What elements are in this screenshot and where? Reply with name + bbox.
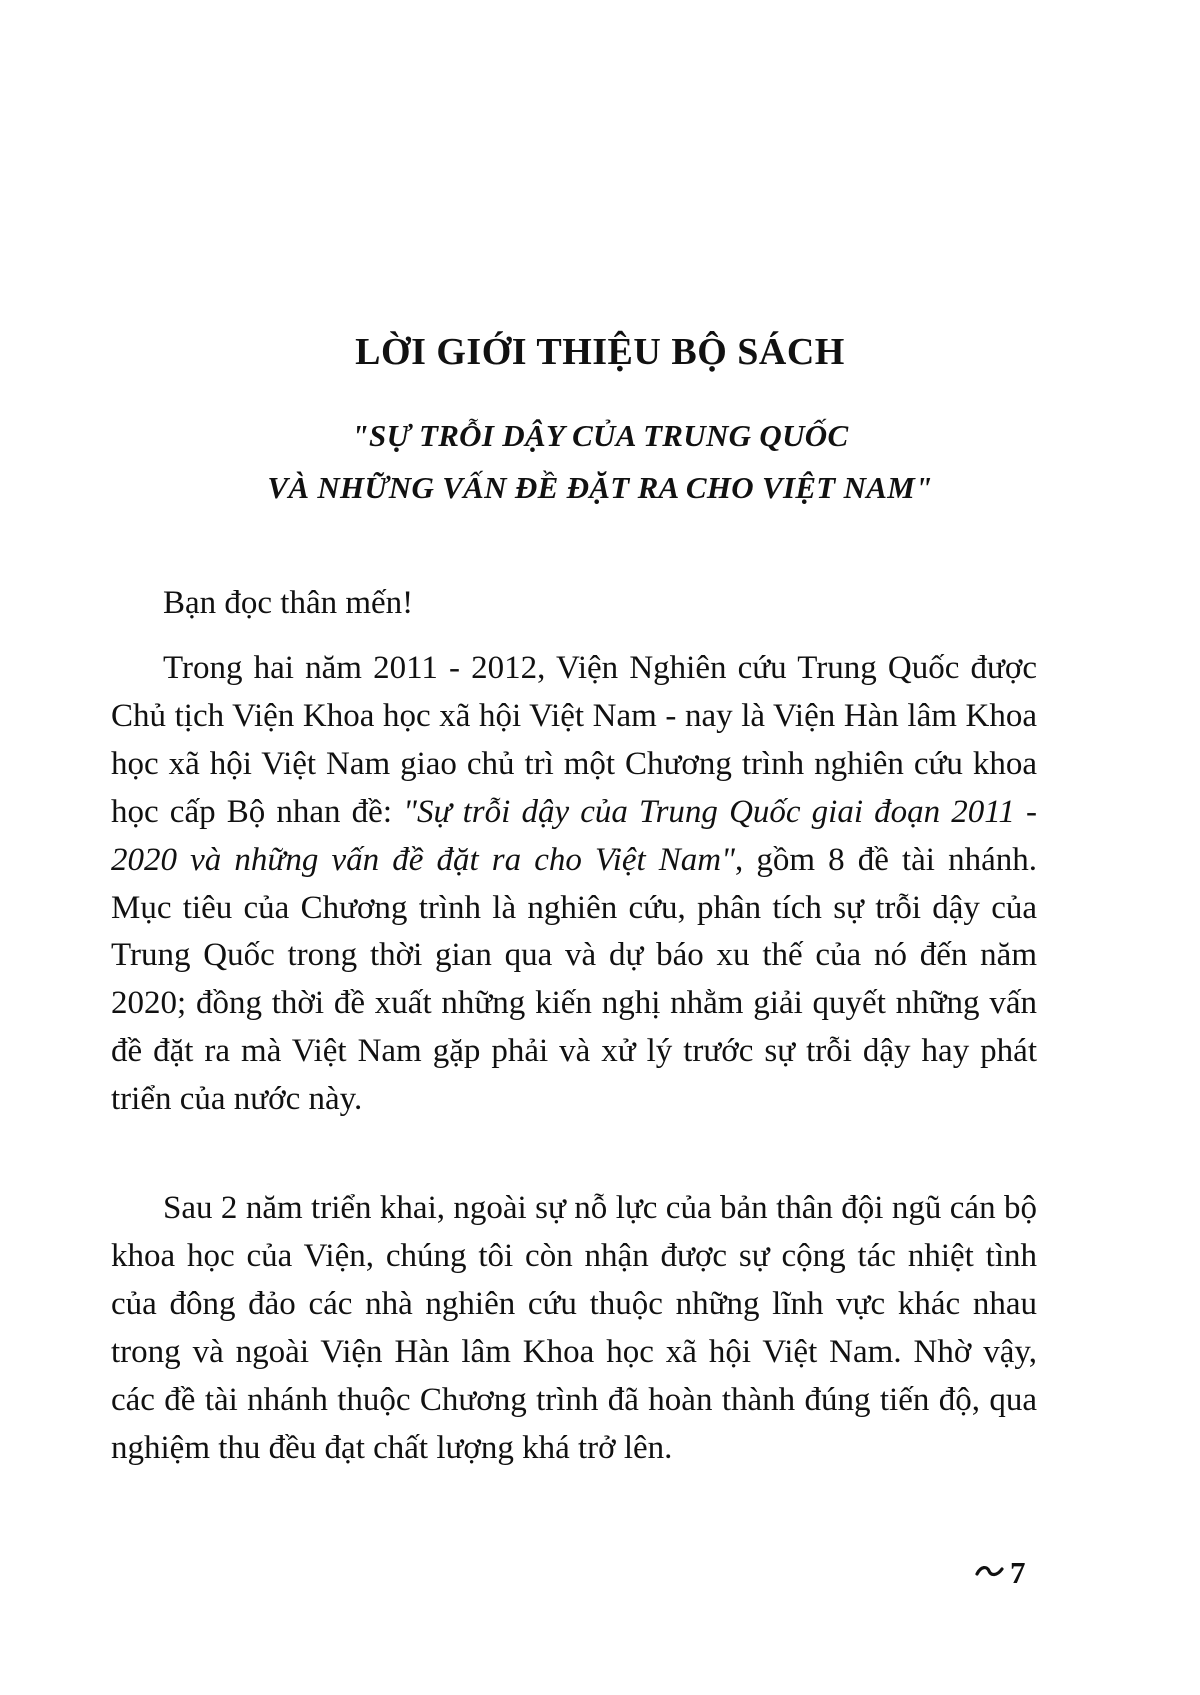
series-subtitle-line-2: VÀ NHỮNG VẤN ĐỀ ĐẶT RA CHO VIỆT NAM": [267, 470, 933, 505]
page-footer: [975, 1555, 1035, 1595]
paragraph-1-intro: Trong hai năm 2011 - 2012, Viện Nghiên cứu Trung Quốc được Chủ tịch Viện Khoa học xã hội Việt Nam - nay là Viện Hàn lâm Khoa học xã hội Việt Nam giao chủ trì một Chương trình nghiên cứu khoa học cấp Bộ nhan đề:: [111, 650, 1037, 830]
page-number: 7: [1010, 1555, 1026, 1590]
program-title: "Sự trỗi dậy của Trung Quốc giai đoạn 2011 - 2020 và những vấn đề đặt ra cho Việt Nam": [111, 793, 1037, 878]
greeting: Bạn đọc thân mến!: [163, 585, 414, 621]
page-title: LỜI GIỚI THIỆU BỘ SÁCH: [355, 331, 845, 373]
body-paragraph-2: Sau 2 năm triển khai, ngoài sự nỗ lực của bản thân đội ngũ cán bộ khoa học của Viện, chúng tôi còn nhận được sự cộng tác nhiệt tình của đông đảo các nhà nghiên cứu thuộc những lĩnh vực khác nhau trong và ngoài Viện Hàn lâm Khoa học xã hội Việt Nam. Nhờ vậy, các đề tài nhánh thuộc Chương trình đã hoàn thành đúng tiến độ, qua nghiệm thu đều đạt chất lượng khá trở lên.: [111, 1190, 1037, 1466]
body-paragraph-1: [111, 645, 1037, 1124]
curl-ornament-icon: [975, 1563, 1005, 1579]
paragraph-1-rest: , gồm 8 đề tài nhánh. Mục tiêu của Chương trình là nghiên cứu, phân tích sự trỗi dậy của Trung Quốc trong thời gian qua và dự báo xu thế của nó đến năm 2020; đồng thời đề xuất những kiến nghị nhằm giải quyết những vấn đề đặt ra mà Việt Nam gặp phải và xử lý trước sự trỗi dậy hay phát triển của nước này.: [111, 841, 1037, 1118]
series-subtitle-line-1: "SỰ TRỖI DẬY CỦA TRUNG QUỐC: [351, 418, 849, 453]
